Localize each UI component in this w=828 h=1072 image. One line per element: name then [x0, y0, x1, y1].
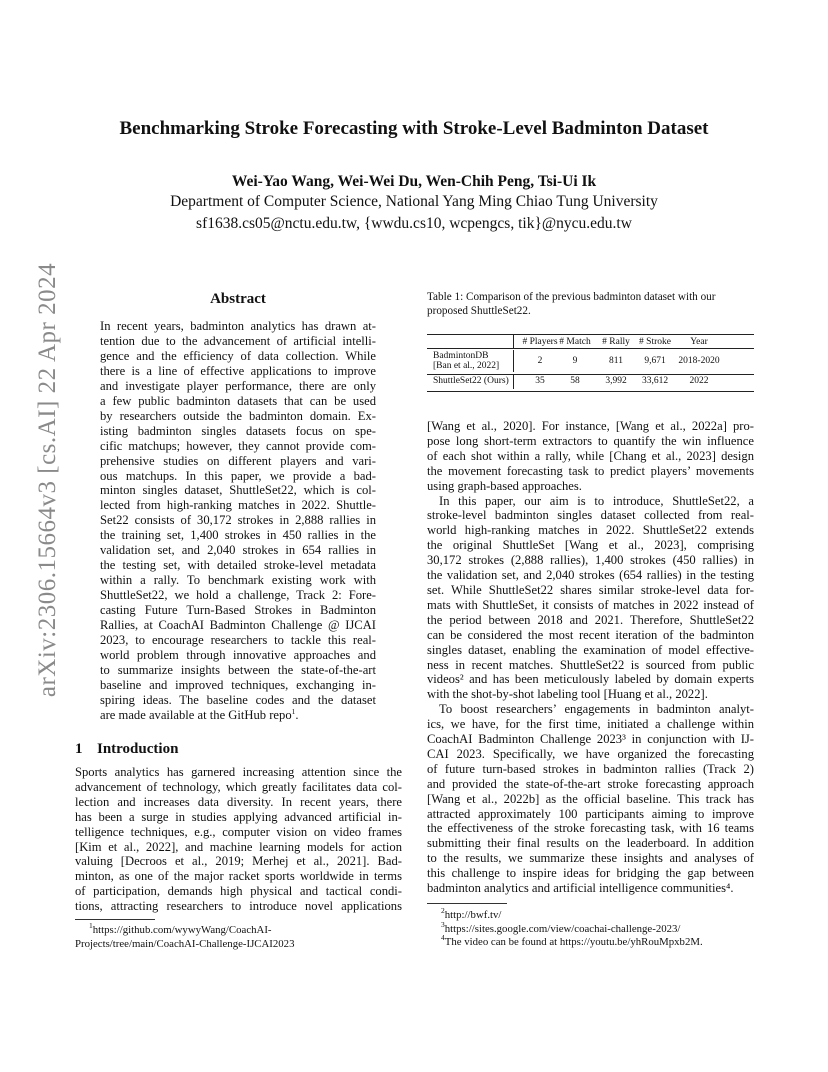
text-line: world high-ranking matches in 2022. ShuttleSet22 extends — [427, 523, 754, 538]
text-line: pose long short-term extractors to quantify the win influence — [427, 433, 754, 448]
abstract-line: prehensive studies on different players and vari- — [100, 453, 376, 468]
abstract-line: cific matchups; however, they cannot provide com- — [100, 438, 376, 453]
text-line: using graph-based approaches. — [427, 478, 582, 493]
text-line: of each shot within a rally, while [Chang et al., 2023] design — [427, 448, 754, 463]
abstract-line: to summarize insights between the state-of-the-art — [100, 662, 376, 677]
abstract-line: by researchers outside the badminton domain. Ex- — [100, 408, 376, 423]
footnote-mark: 3 — [441, 919, 445, 929]
author-emails: sf1638.cs05@nctu.edu.tw, {wwdu.cs10, wcpengcs, tik}@nycu.edu.tw — [196, 215, 632, 232]
text-line: tions, attracting researchers to introduce novel applications — [75, 899, 402, 914]
text-line: [Wang et al., 2020]. For instance, [Wang et al., 2022a] pro- — [427, 419, 754, 433]
abstract-line: and investigate player performance, there are only — [100, 378, 376, 393]
text-line: advancement of technology, which greatly facilitates data col- — [75, 779, 402, 794]
text-line: set. While ShuttleSet22 shares similar stroke-level data for- — [427, 582, 754, 597]
abstract-line: within a rally. To benchmark existing work with — [100, 573, 376, 588]
abstract-line: casting Future Turn-Based Strokes in Badminton — [100, 603, 376, 618]
abstract-line: world problem through innovative approaches and — [100, 647, 376, 662]
caption-line: Table 1: Comparison of the previous badminton dataset with our — [427, 291, 716, 303]
abstract-line: validation set, and 2,040 strokes in 654 rallies in — [100, 543, 376, 558]
table-header-cell: # Stroke — [639, 337, 671, 347]
abstract-body — [100, 319, 376, 723]
text-line: valuing [Decroos et al., 2019; Merhej et al., 2021]. Bad- — [75, 854, 402, 869]
section-number: 1 — [75, 741, 83, 757]
introduction-right-column — [427, 419, 754, 896]
text-line: the original ShuttleSet [Wang et al., 2023], comprising — [427, 538, 754, 553]
text-line: submitting their final results on the leaderboard. In addition — [427, 836, 754, 851]
text-line: [Wang et al., 2022b] as the official baseline. This track has — [427, 791, 754, 806]
affiliation: Department of Computer Science, National Yang Ming Chiao Tung University — [170, 193, 658, 210]
text-line: singles dataset, enabling the examination of model effective- — [427, 642, 754, 657]
text-line: has been a surge in studies applying advanced artificial in- — [75, 809, 402, 824]
table-row-citation: [Ban et al., 2022] — [433, 361, 500, 371]
footnote-url-line2: Projects/tree/main/CoachAI-Challenge-IJCAI2023 — [75, 937, 295, 950]
text-line: CAI 2023. Specifically, we have organized the forecasting — [427, 746, 754, 761]
abstract-line: In recent years, badminton analytics has drawn at- — [100, 319, 376, 333]
text-line: To boost researchers’ engagements in badminton analyt- — [439, 702, 754, 717]
arxiv-stamp-text: arXiv:2306.15664v3 [cs.AI] 22 Apr 2024 — [34, 262, 61, 698]
paper-title: Benchmarking Stroke Forecasting with Stroke-Level Badminton Dataset — [119, 118, 709, 139]
text-line: the effectiveness of the stroke forecasting task, with 16 teams — [427, 821, 754, 836]
abstract-heading: Abstract — [210, 291, 266, 307]
table-cell: 9 — [572, 356, 578, 366]
abstract-line: gence and the efficiency of data collection. While — [100, 348, 376, 363]
comparison-table — [427, 334, 754, 394]
abstract-line: Set22 consists of 30,172 strokes in 2,888 rallies in — [100, 513, 376, 528]
footnote-divider-right — [427, 903, 507, 904]
text-line: stroke-level badminton singles dataset collected from real- — [427, 508, 754, 523]
table-rule-mid — [427, 374, 754, 375]
abstract-line: 2023, to encourage researchers to tackle this real- — [100, 633, 376, 648]
text-line: the period between 2018 and 2021. Therefore, ShuttleSet22 — [427, 612, 754, 627]
table-rule-mid — [427, 348, 754, 349]
text-line: badminton analytics and artificial intelligence communities⁴. — [427, 881, 734, 896]
text-line: attracted approximately 100 participants aiming to improve — [427, 806, 754, 821]
section-heading-introduction — [75, 741, 178, 758]
text-line: this challenge to inspire ideas for bridging the gap between — [427, 866, 754, 881]
text-line: and provided the state-of-the-art stroke forecasting approach — [427, 776, 754, 791]
affiliation-block — [0, 191, 828, 235]
table-row-name: BadmintonDB — [433, 351, 489, 361]
table-row-label — [433, 376, 509, 386]
table-row-label — [433, 351, 499, 371]
footnote-mark: 2 — [441, 906, 445, 915]
abstract-line: are made available at the GitHub repo$^1$. — [100, 706, 299, 722]
abstract-line: baseline and improved techniques, exchanging in- — [100, 677, 376, 692]
footnote-text: http://bwf.tv/ — [444, 909, 502, 921]
table-cell: 811 — [609, 356, 623, 366]
footnote-url-line1: https://github.com/wywyWang/CoachAI- — [92, 924, 272, 936]
table-cell: 2022 — [689, 376, 709, 386]
text-line: to the results, we summarize these insights and analyses of — [427, 851, 754, 866]
section-title: Introduction — [97, 741, 179, 757]
abstract-line: lected from high-ranking matches in 2022. Shuttle- — [100, 498, 376, 513]
text-line: of participation, demands high physical and tactical condi- — [75, 884, 402, 899]
footnote-mark: 4 — [441, 933, 445, 942]
text-line: the movement forecasting task to predict players’ movements — [427, 463, 754, 478]
text-line: videos² and has been meticulously labeled by domain experts — [427, 672, 754, 687]
table-header-cell: # Rally — [602, 337, 630, 347]
abstract-line: spiring ideas. The baseline codes and the dataset — [100, 692, 376, 707]
text-line: can be considered the most recent iteration of the badminton — [427, 627, 754, 642]
footnote-divider-left — [75, 919, 155, 920]
text-line: with the shot-by-shot labeling tool [Huang et al., 2022]. — [427, 687, 708, 702]
text-line: the validation set, and 2,040 strokes (654 rallies) in the testing — [427, 568, 754, 583]
table-cell: 2018-2020 — [678, 356, 720, 366]
abstract-line: ShuttleSet22, we hold a challenge, Track 2: Fore- — [100, 588, 376, 603]
table-header-cell: Year — [690, 337, 708, 347]
table-cell: 33,612 — [641, 376, 669, 386]
table-column-separator — [513, 335, 514, 348]
footnote — [427, 906, 754, 923]
abstract-line: a few public badminton datasets that can be used — [100, 393, 376, 408]
abstract-line: tention due to the advancement of artificial intelli- — [100, 333, 376, 348]
table-cell: 35 — [535, 376, 545, 386]
abstract-line: there is a line of effective applications to improve — [100, 363, 376, 378]
table-cell: 58 — [570, 376, 580, 386]
table-cell: 2 — [537, 356, 543, 366]
text-line: In this paper, our aim is to introduce, ShuttleSet22, a — [439, 493, 754, 508]
footnote-ref: 1 — [291, 706, 296, 716]
abstract-line: the testing set, with detailed stroke-level metadata — [100, 558, 376, 573]
introduction-left-column — [75, 765, 402, 914]
table-rule-bottom — [427, 391, 754, 392]
footnote-mark: 1 — [89, 921, 93, 930]
text-line: ness in recent matches. ShuttleSet22 is sourced from public — [427, 657, 754, 672]
text-line: CoachAI Badminton Challenge 2023³ in conjunction with IJ- — [427, 732, 754, 747]
text-line: ics, we have, for the first time, initiated a challenge within — [427, 717, 754, 732]
text-line: of future turn-based strokes in badminton rallies (Track 2) — [427, 761, 754, 776]
text-line: minton, as one of the major racket sports worldwide in terms — [75, 869, 402, 884]
text-line: Sports analytics has garnered increasing attention since the — [75, 765, 402, 779]
table-header-cell: # Match — [559, 337, 591, 347]
abstract-line: isting badminton singles datasets focus on spe- — [100, 423, 376, 438]
table-row-name: ShuttleSet22 (Ours) — [433, 376, 509, 386]
table-cell: 3,992 — [605, 376, 627, 386]
text-line: 30,172 strokes (2,888 rallies), 1,400 strokes (450 rallies) in — [427, 553, 754, 568]
abstract-line: ous matchups. In this paper, we provide a bad- — [100, 468, 376, 483]
footnote — [427, 933, 754, 950]
table-rule-top — [427, 334, 754, 335]
text-line: lection and increases data diversity. In recent years, there — [75, 794, 402, 809]
footnote-text: https://sites.google.com/view/coachai-challenge-2023/ — [444, 922, 681, 935]
text-line: telligence techniques, e.g., computer vision on video frames — [75, 824, 402, 839]
table-caption — [427, 291, 754, 318]
table-cell: 9,671 — [644, 356, 666, 366]
table-header-cell: # Players — [522, 337, 558, 347]
footnote-left — [75, 921, 402, 951]
caption-line: proposed ShuttleSet22. — [427, 304, 531, 317]
footnote — [427, 919, 754, 937]
abstract-line: the training set, 1,400 strokes in 450 rallies in the — [100, 528, 376, 543]
text-line: mats with ShuttleSet, it consists of matches in 2022 instead of — [427, 597, 754, 612]
author-list: Wei-Yao Wang, Wei-Wei Du, Wen-Chih Peng, Tsi-Ui Ik — [231, 173, 597, 190]
footnotes-right — [427, 906, 754, 950]
footnote-text: The video can be found at https://youtu.be/yhRouMpxb2M. — [444, 936, 703, 948]
abstract-line: minton singles dataset, ShuttleSet22, which is col- — [100, 483, 376, 498]
abstract-line: Rallies, at CoachAI Badminton Challenge @ IJCAI — [100, 618, 376, 633]
text-line: [Kim et al., 2022], and machine learning models for action — [75, 839, 402, 854]
